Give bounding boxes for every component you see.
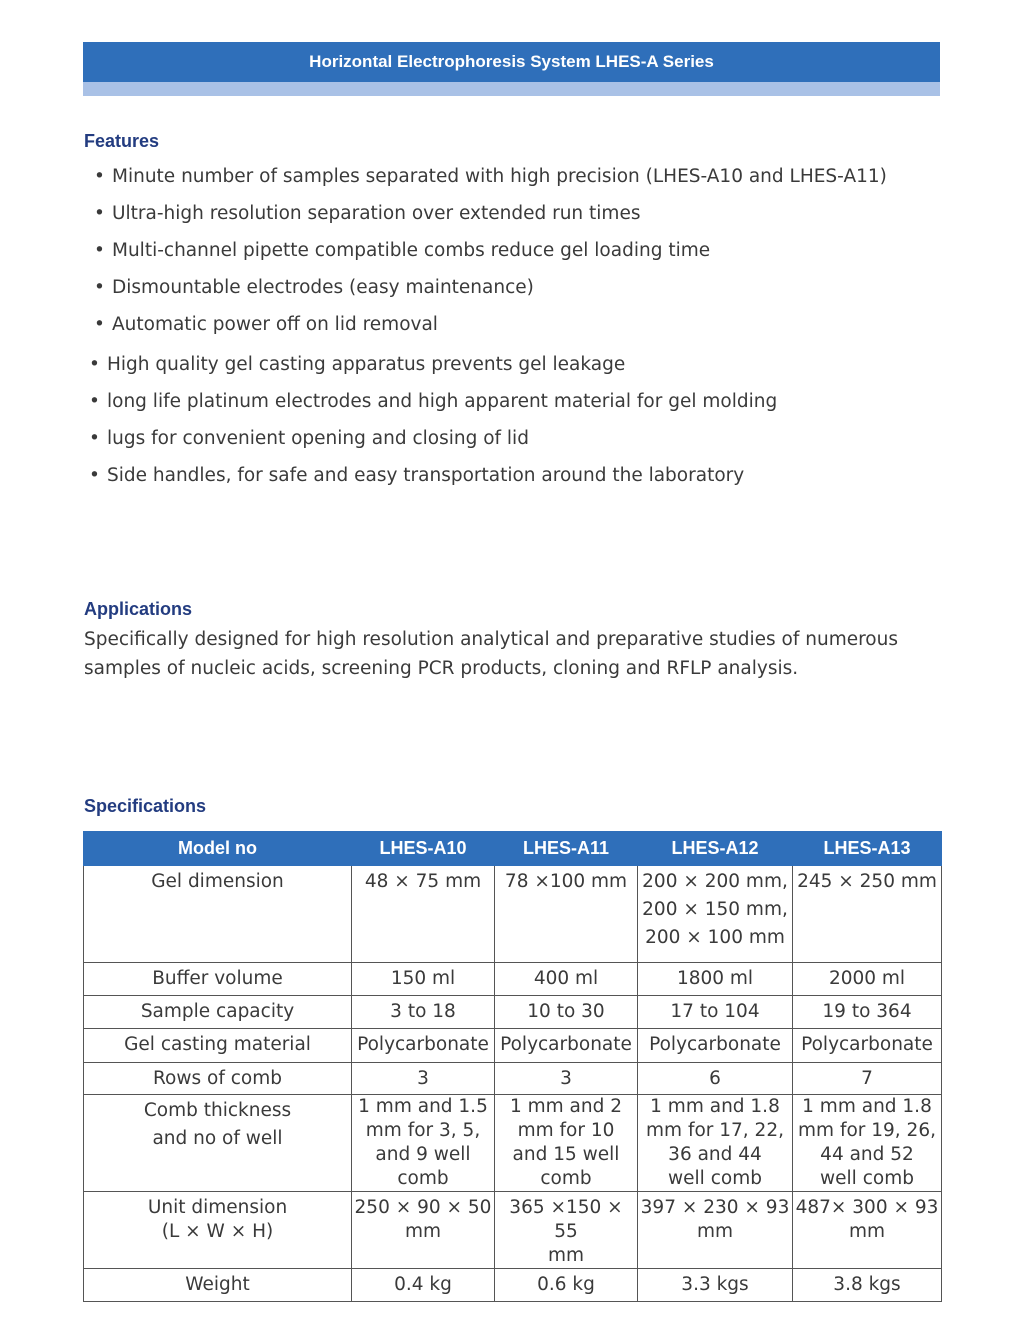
feature-item: • High quality gel casting apparatus prevents gel leakage [107,354,625,375]
table-cell: 78 ×100 mm [495,866,638,963]
table-cell: Polycarbonate [793,1029,942,1063]
feature-item: • lugs for convenient opening and closing of lid [107,428,529,449]
feature-item: • long life platinum electrodes and high apparent material for gel molding [107,391,777,412]
row-label: Rows of comb [84,1063,352,1095]
table-cell: 3 [495,1063,638,1095]
table-cell: 400 ml [495,963,638,996]
specifications-table [83,831,942,1302]
table-cell: Polycarbonate [352,1029,495,1063]
table-row [84,1095,942,1192]
table-cell: 2000 ml [793,963,942,996]
applications-text: Specifically designed for high resolution analytical and preparative studies of numerous samples of nucleic acids, screening PCR products, cloning and RFLP analysis. [84,629,898,679]
table-cell: 250 × 90 × 50 mm [352,1192,495,1269]
table-cell: 1 mm and 1.8 mm for 19, 26, 44 and 52 well comb [793,1095,942,1192]
row-label: Gel casting material [84,1029,352,1063]
table-cell: 487× 300 × 93 mm [793,1192,942,1269]
table-cell: 1800 ml [638,963,793,996]
table-cell: 245 × 250 mm [793,866,942,963]
table-cell: 365 ×150 × 55 mm [495,1192,638,1269]
row-label: Buffer volume [84,963,352,996]
banner-stripe [83,82,940,96]
column-header: LHES-A11 [495,832,638,866]
feature-item: • Ultra-high resolution separation over extended run times [112,203,640,224]
table-cell: 3 to 18 [352,996,495,1029]
table-row [84,996,942,1029]
table-cell: 3 [352,1063,495,1095]
table-row [84,866,942,963]
table-cell: 397 × 230 × 93 mm [638,1192,793,1269]
table-cell: 3.8 kgs [793,1269,942,1302]
column-header: LHES-A13 [793,832,942,866]
column-header: Model no [84,832,352,866]
table-cell: 19 to 364 [793,996,942,1029]
feature-item: • Side handles, for safe and easy transportation around the laboratory [107,465,744,486]
table-cell: 0.4 kg [352,1269,495,1302]
table-cell: 1 mm and 2 mm for 10 and 15 well comb [495,1095,638,1192]
table-row [84,1029,942,1063]
table-cell: 3.3 kgs [638,1269,793,1302]
row-label: Comb thickness and no of well [84,1095,352,1192]
table-row [84,963,942,996]
row-label: Weight [84,1269,352,1302]
table-header-row [84,832,942,866]
feature-item: • Dismountable electrodes (easy maintenance) [112,277,534,298]
feature-item: • Minute number of samples separated with high precision (LHES-A10 and LHES-A11) [112,166,887,187]
table-cell: 7 [793,1063,942,1095]
table-cell: 17 to 104 [638,996,793,1029]
row-label: Unit dimension (L × W × H) [84,1192,352,1269]
table-cell: 150 ml [352,963,495,996]
feature-item: • Automatic power off on lid removal [112,314,438,335]
column-header: LHES-A10 [352,832,495,866]
column-header: LHES-A12 [638,832,793,866]
table-cell: 6 [638,1063,793,1095]
table-cell: Polycarbonate [638,1029,793,1063]
table-cell: 200 × 200 mm, 200 × 150 mm, 200 × 100 mm [638,866,793,963]
table-cell: 48 × 75 mm [352,866,495,963]
table-cell: 1 mm and 1.8 mm for 17, 22, 36 and 44 well comb [638,1095,793,1192]
table-cell: 0.6 kg [495,1269,638,1302]
feature-item: • Multi-channel pipette compatible combs reduce gel loading time [112,240,710,261]
applications-heading: Applications [84,599,193,619]
table-cell: Polycarbonate [495,1029,638,1063]
table-cell: 10 to 30 [495,996,638,1029]
table-cell: 1 mm and 1.5 mm for 3, 5, and 9 well comb [352,1095,495,1192]
row-label: Sample capacity [84,996,352,1029]
table-row [84,1063,942,1095]
page-banner-title: Horizontal Electrophoresis System LHES-A Series [83,42,940,82]
features-heading: Features [84,131,160,151]
specifications-heading: Specifications [84,796,207,816]
table-row [84,1192,942,1269]
row-label: Gel dimension [84,866,352,963]
table-row [84,1269,942,1302]
